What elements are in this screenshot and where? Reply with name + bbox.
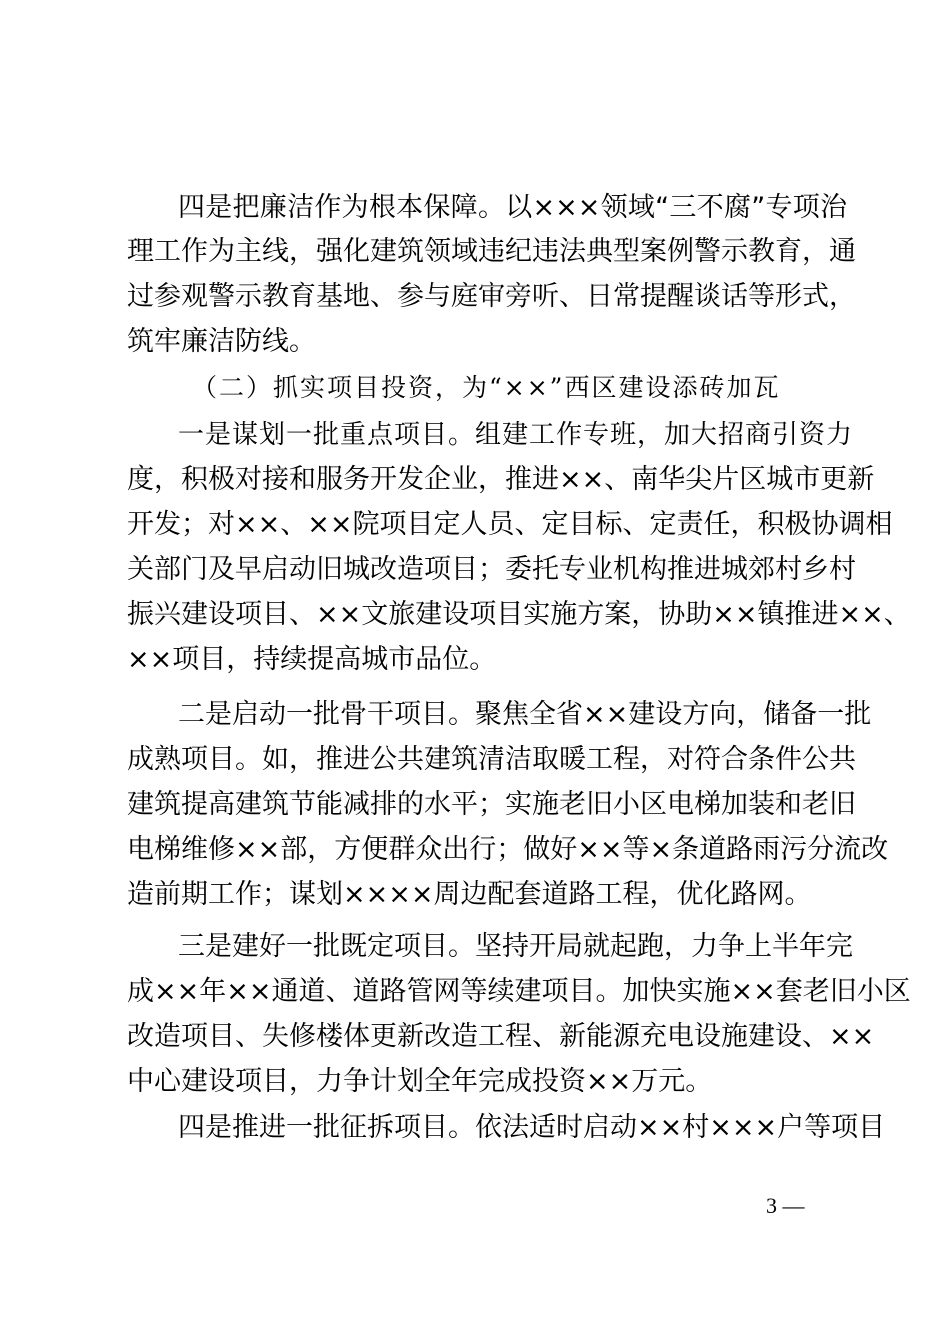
paragraph-line: 一是谋划一批重点项目。组建工作专班，加大招商引资力 xyxy=(178,420,854,450)
paragraph-line: ××项目，持续提高城市品位。 xyxy=(127,644,497,675)
paragraph-line: 度，积极对接和服务开发企业，推进××、南华尖片区城市更新 xyxy=(127,464,875,495)
paragraph-line: 造前期工作；谋划××××周边配套道路工程，优化路网。 xyxy=(127,879,812,910)
paragraph-line: 振兴建设项目、××文旅建设项目实施方案，协助××镇推进××、 xyxy=(127,599,911,630)
paragraph-line: 电梯维修××部，方便群众出行；做好××等×条道路雨污分流改 xyxy=(127,834,889,865)
section-subheading: （二）抓实项目投资，为“××”西区建设添砖加瓦 xyxy=(192,373,781,402)
paragraph-line: 开发；对××、××院项目定人员、定目标、定责任，积极协调相 xyxy=(127,509,893,540)
paragraph-line: 二是启动一批骨干项目。聚焦全省××建设方向，储备一批 xyxy=(178,699,872,730)
paragraph-line: 关部门及早启动旧城改造项目；委托专业机构推进城郊村乡村 xyxy=(127,554,856,585)
paragraph-line: 筑牢廉洁防线。 xyxy=(127,326,316,357)
paragraph-line: 建筑提高建筑节能减排的水平；实施老旧小区电梯加装和老旧 xyxy=(127,789,856,820)
paragraph-line: 四是把廉洁作为根本保障。以×××领域“三不腐”专项治 xyxy=(178,192,848,223)
paragraph-line: 中心建设项目，力争计划全年完成投资××万元。 xyxy=(127,1066,713,1097)
paragraph-line: 成××年××通道、道路管网等续建项目。加快实施××套老旧小区 xyxy=(127,976,911,1007)
paragraph-line: 成熟项目。如，推进公共建筑清洁取暖工程，对符合条件公共 xyxy=(127,744,856,775)
paragraph-line: 理工作为主线，强化建筑领域违纪违法典型案例警示教育，通 xyxy=(127,236,856,267)
paragraph-line: 过参观警示教育基地、参与庭审旁听、日常提醒谈话等形式， xyxy=(127,281,856,312)
paragraph-line: 改造项目、失修楼体更新改造工程、新能源充电设施建设、×× xyxy=(127,1021,875,1052)
paragraph-line: 三是建好一批既定项目。坚持开局就起跑，力争上半年完 xyxy=(178,931,853,962)
paragraph-line: 四是推进一批征拆项目。依法适时启动××村×××户等项目 xyxy=(178,1112,886,1143)
page-number: 3 — xyxy=(766,1193,805,1218)
